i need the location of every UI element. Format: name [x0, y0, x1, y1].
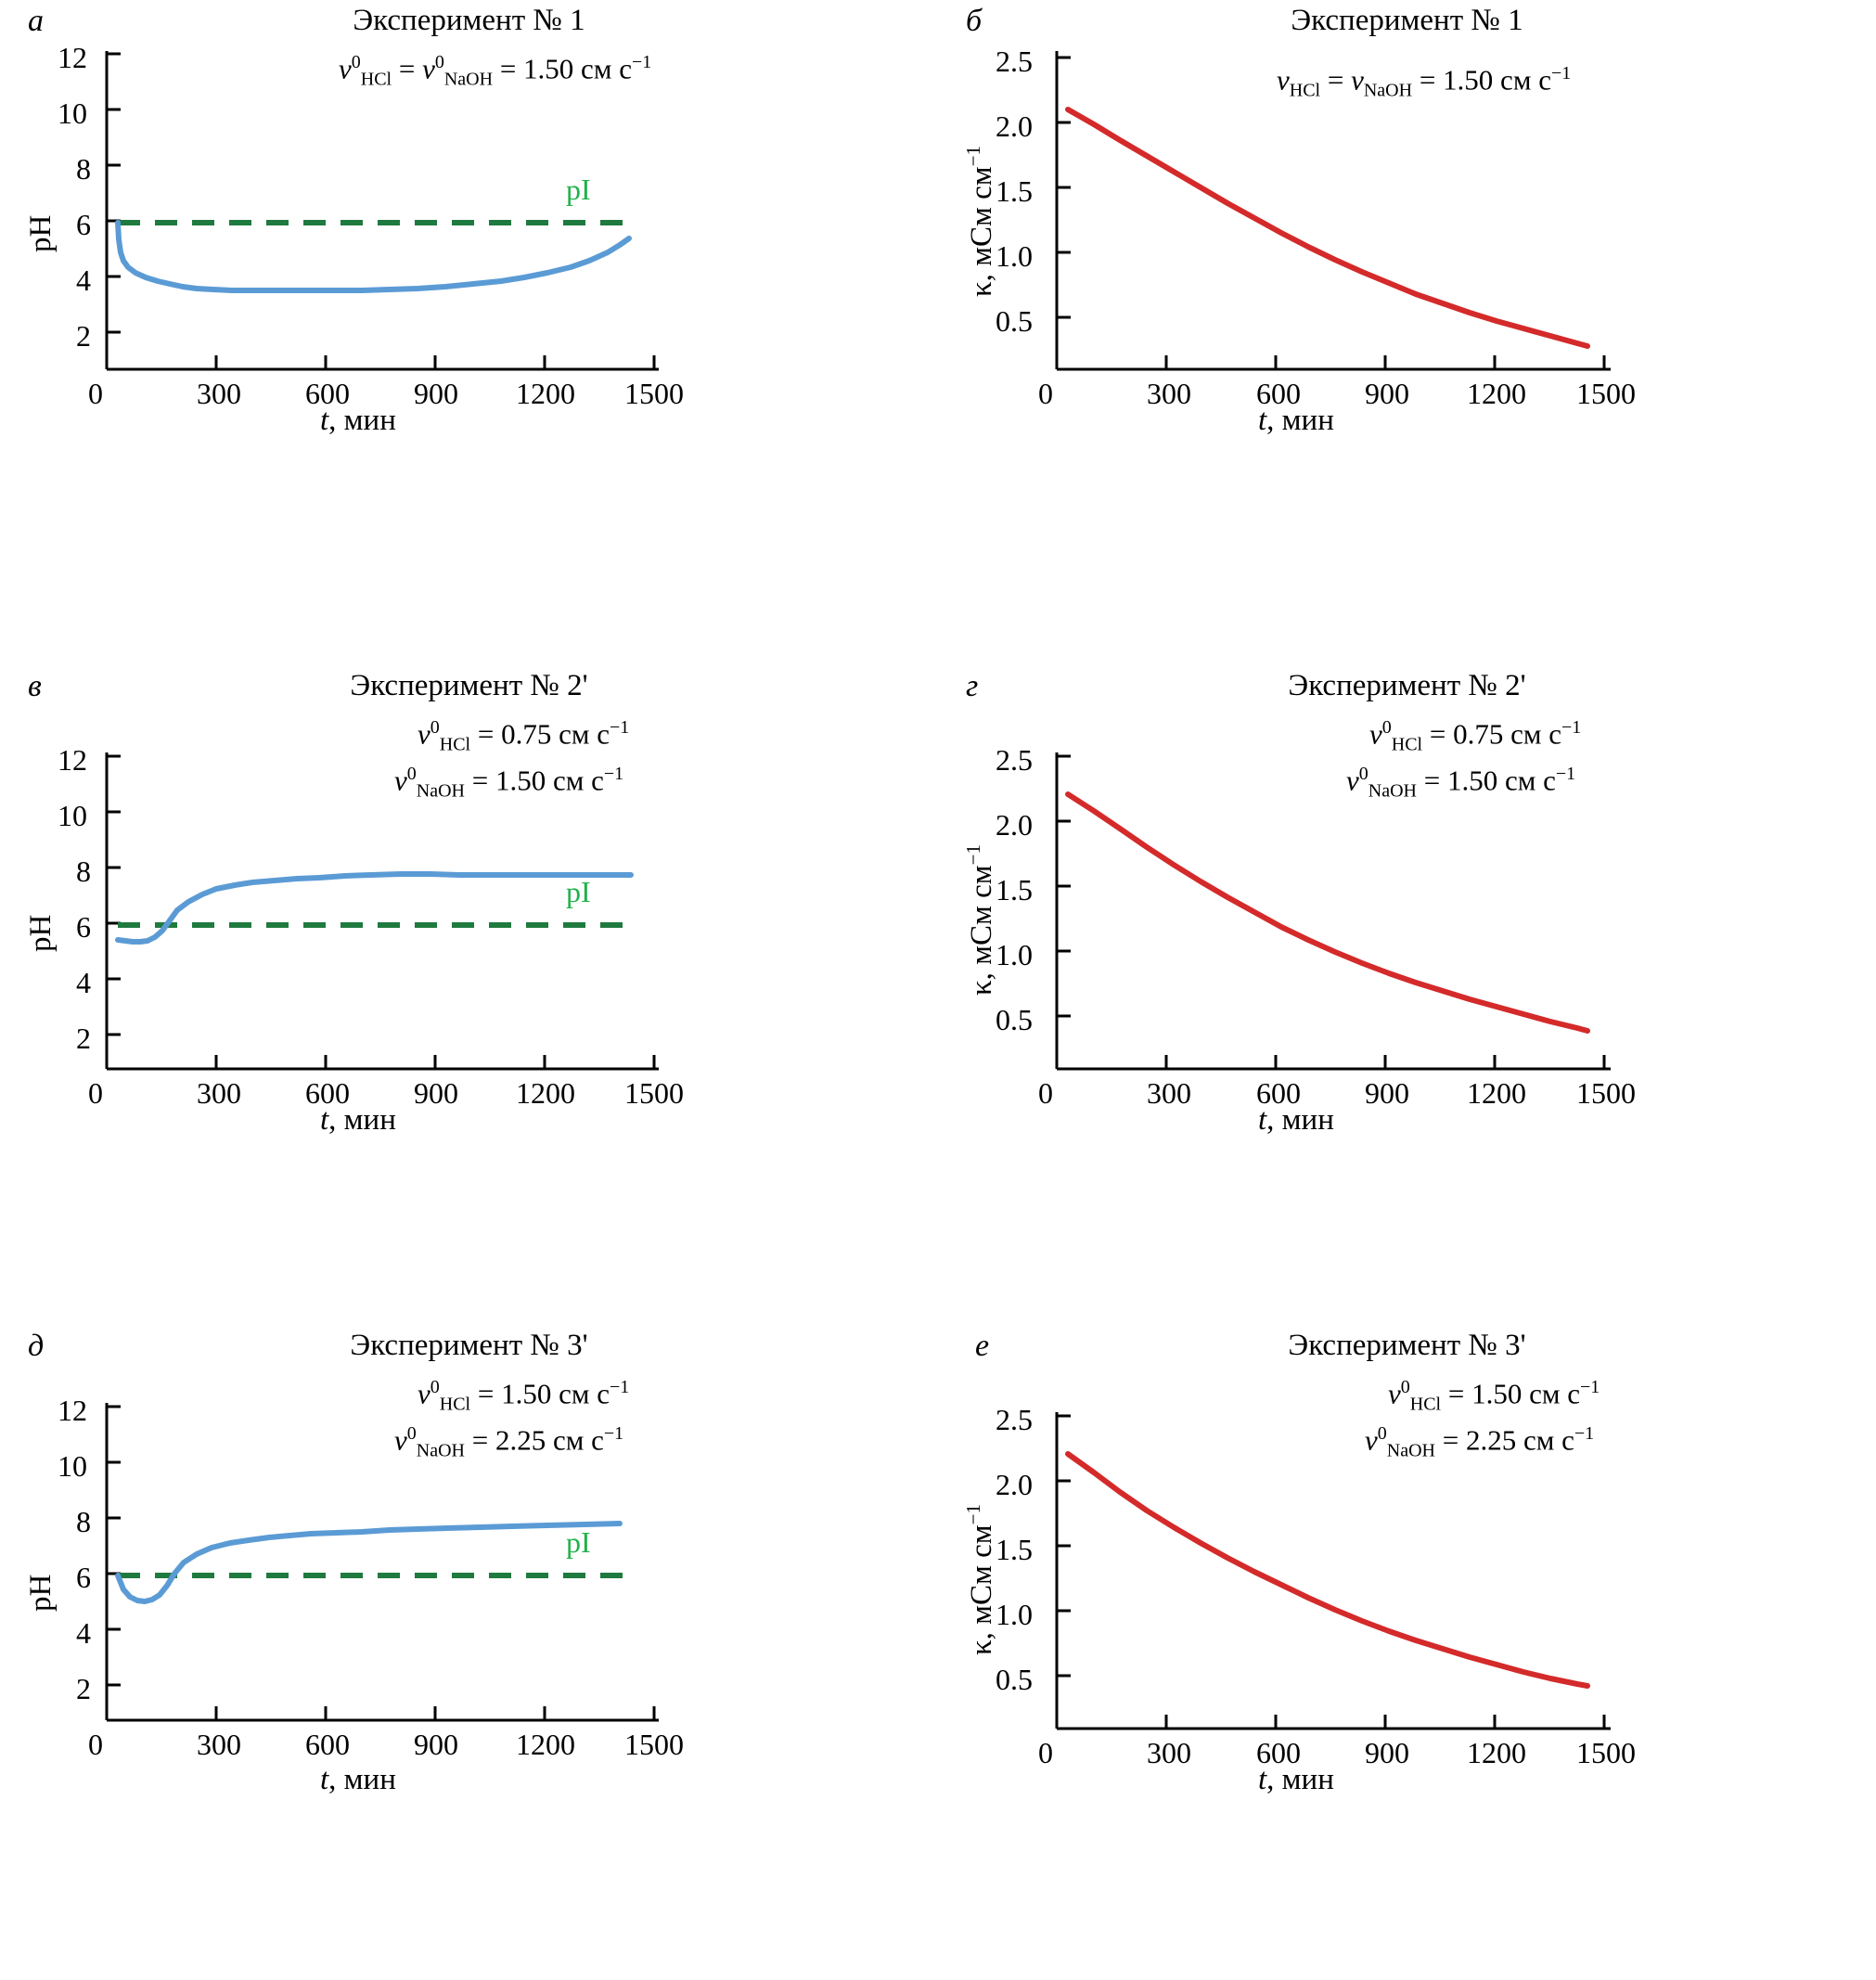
ytick-b-2.0: 2.0 [996, 109, 1033, 143]
xtick-g-0: 0 [1038, 1076, 1053, 1110]
panel-a-annotation-1: $v^0_{HCl} = v^0_{NaOH} = 1.50$ см $с^{-1}$ [339, 52, 652, 90]
xtick-d-1500: 1500 [624, 1728, 684, 1761]
ytick-b-1.5: 1.5 [996, 174, 1033, 208]
xtick-d-0: 0 [88, 1728, 103, 1761]
xtick-e-0: 0 [1038, 1736, 1053, 1769]
y-axis-title-g: κ, мСм $см^{-1}$ [962, 843, 998, 996]
ytick-a-4: 4 [76, 264, 91, 297]
axes-v [107, 752, 659, 1069]
axes-g [1057, 752, 1611, 1069]
panel-title-a: Эксперимент № 1 [353, 4, 585, 37]
xtick-d-600: 600 [305, 1728, 350, 1761]
panel-g-annotation-1: $v^0_{HCl} = 0.75$ см $с^{-1}$ [1369, 717, 1582, 755]
kappa-curve-g [1068, 794, 1587, 1031]
panel-letter-e: е [975, 1329, 990, 1363]
panel-g-annotation-2: $v^0_{NaOH} = 1.50$ см $с^{-1}$ [1346, 764, 1576, 802]
panel-letter-a: а [28, 4, 44, 38]
x-axis-title-b: t, мин [1258, 404, 1334, 437]
panel-title-v: Эксперимент № 2' [350, 669, 588, 702]
panel-d [0, 1319, 938, 1980]
y-axis-title-b: κ, мСм $см^{-1}$ [962, 145, 998, 297]
x-axis-title-e: t, мин [1258, 1763, 1334, 1796]
plot-d [0, 1319, 938, 1979]
xtick-g-1200: 1200 [1467, 1076, 1526, 1110]
panel-b [938, 0, 1876, 660]
ytick-v-8: 8 [76, 855, 91, 888]
x-axis-title-v: t, мин [320, 1103, 396, 1137]
panel-v-annotation-1: $v^0_{HCl} = 0.75$ см $с^{-1}$ [418, 717, 630, 755]
plot-a [0, 0, 938, 660]
panel-title-e: Эксперимент № 3' [1288, 1329, 1526, 1362]
ph-curve-a [118, 223, 629, 290]
ytick-v-6: 6 [76, 910, 91, 944]
panel-title-d: Эксперимент № 3' [350, 1329, 588, 1362]
axes-a [107, 51, 659, 369]
xtick-b-0: 0 [1038, 377, 1053, 410]
ytick-b-1.0: 1.0 [996, 239, 1033, 273]
ph-curve-v [118, 874, 631, 942]
kappa-curve-b [1068, 109, 1587, 346]
xtick-b-1200: 1200 [1467, 377, 1526, 410]
panel-e-annotation-1: $v^0_{HCl} = 1.50$ см $с^{-1}$ [1388, 1377, 1600, 1415]
kappa-curve-e [1068, 1454, 1587, 1686]
xtick-v-600: 600 [305, 1076, 350, 1110]
panel-title-g: Эксперимент № 2' [1288, 669, 1526, 702]
ph-curve-d [118, 1524, 620, 1601]
ytick-d-4: 4 [76, 1616, 91, 1650]
xtick-b-600: 600 [1256, 377, 1301, 410]
axes-e [1057, 1412, 1611, 1729]
xtick-v-900: 900 [414, 1076, 458, 1110]
xtick-e-600: 600 [1256, 1736, 1301, 1769]
panel-e-annotation-2: $v^0_{NaOH} = 2.25$ см $с^{-1}$ [1365, 1423, 1595, 1461]
xtick-v-300: 300 [197, 1076, 241, 1110]
xtick-g-900: 900 [1365, 1076, 1409, 1110]
xtick-d-900: 900 [414, 1728, 458, 1761]
ytick-v-12: 12 [58, 743, 87, 777]
panel-title-b: Эксперимент № 1 [1291, 4, 1523, 37]
ytick-b-2.5: 2.5 [996, 45, 1033, 78]
ytick-a-6: 6 [76, 208, 91, 241]
ytick-d-8: 8 [76, 1505, 91, 1538]
ytick-a-8: 8 [76, 152, 91, 186]
xtick-a-600: 600 [305, 377, 350, 410]
x-axis-title-g: t, мин [1258, 1103, 1334, 1137]
ytick-v-10: 10 [58, 799, 87, 832]
ytick-g-0.5: 0.5 [996, 1003, 1033, 1036]
xtick-a-1500: 1500 [624, 377, 684, 410]
xtick-b-300: 300 [1147, 377, 1191, 410]
xtick-v-1200: 1200 [516, 1076, 575, 1110]
ytick-d-12: 12 [58, 1394, 87, 1427]
xtick-e-900: 900 [1365, 1736, 1409, 1769]
ytick-d-6: 6 [76, 1561, 91, 1594]
panel-letter-d: д [28, 1329, 45, 1363]
panel-b-annotation-1: $v_{HCl} = v_{NaOH} = 1.50$ см $с^{-1}$ [1277, 63, 1572, 101]
xtick-b-900: 900 [1365, 377, 1409, 410]
plot-v [0, 660, 938, 1319]
xtick-e-1200: 1200 [1467, 1736, 1526, 1769]
xtick-d-1200: 1200 [516, 1728, 575, 1761]
ytick-v-2: 2 [76, 1022, 91, 1055]
y-axis-title-a: pH [24, 214, 58, 252]
panel-a [0, 0, 938, 660]
y-axis-title-e: κ, мСм $см^{-1}$ [962, 1503, 998, 1655]
panel-letter-b: б [966, 4, 983, 38]
xtick-v-1500: 1500 [624, 1076, 684, 1110]
xtick-d-300: 300 [197, 1728, 241, 1761]
ytick-a-12: 12 [58, 41, 87, 74]
ytick-a-2: 2 [76, 319, 91, 353]
ytick-a-10: 10 [58, 96, 87, 130]
ytick-e-2.5: 2.5 [996, 1403, 1033, 1436]
ytick-e-1.0: 1.0 [996, 1598, 1033, 1631]
x-axis-title-a: t, мин [320, 404, 396, 437]
ytick-e-1.5: 1.5 [996, 1533, 1033, 1566]
panel-e [938, 1319, 1876, 1980]
ytick-e-0.5: 0.5 [996, 1663, 1033, 1696]
panel-d-annotation-1: $v^0_{HCl} = 1.50$ см $с^{-1}$ [418, 1377, 630, 1415]
xtick-v-0: 0 [88, 1076, 103, 1110]
pi-label-a: pI [566, 173, 591, 206]
pi-label-v: pI [566, 875, 591, 908]
panel-v-annotation-2: $v^0_{NaOH} = 1.50$ см $с^{-1}$ [394, 764, 624, 802]
axes-b [1057, 51, 1611, 369]
ytick-g-2.0: 2.0 [996, 808, 1033, 842]
ytick-d-10: 10 [58, 1449, 87, 1483]
xtick-e-300: 300 [1147, 1736, 1191, 1769]
xtick-g-1500: 1500 [1576, 1076, 1636, 1110]
xtick-g-300: 300 [1147, 1076, 1191, 1110]
plot-b [938, 0, 1876, 660]
ytick-e-2.0: 2.0 [996, 1468, 1033, 1501]
panel-v [0, 660, 938, 1319]
y-axis-title-d: pH [24, 1574, 58, 1612]
xtick-a-900: 900 [414, 377, 458, 410]
panel-g [938, 660, 1876, 1319]
ytick-g-2.5: 2.5 [996, 743, 1033, 777]
plot-e [938, 1319, 1876, 1979]
pi-label-d: pI [566, 1525, 591, 1559]
xtick-b-1500: 1500 [1576, 377, 1636, 410]
ytick-g-1.0: 1.0 [996, 938, 1033, 971]
panel-d-annotation-2: $v^0_{NaOH} = 2.25$ см $с^{-1}$ [394, 1423, 624, 1461]
ytick-d-2: 2 [76, 1672, 91, 1705]
xtick-g-600: 600 [1256, 1076, 1301, 1110]
panel-letter-v: в [28, 669, 42, 703]
y-axis-title-v: pH [24, 914, 58, 952]
x-axis-title-d: t, мин [320, 1763, 396, 1796]
xtick-a-0: 0 [88, 377, 103, 410]
xtick-a-1200: 1200 [516, 377, 575, 410]
panel-letter-g: г [966, 669, 979, 703]
ytick-g-1.5: 1.5 [996, 873, 1033, 906]
xtick-e-1500: 1500 [1576, 1736, 1636, 1769]
ytick-b-0.5: 0.5 [996, 304, 1033, 338]
ytick-v-4: 4 [76, 966, 91, 999]
xtick-a-300: 300 [197, 377, 241, 410]
plot-g [938, 660, 1876, 1319]
